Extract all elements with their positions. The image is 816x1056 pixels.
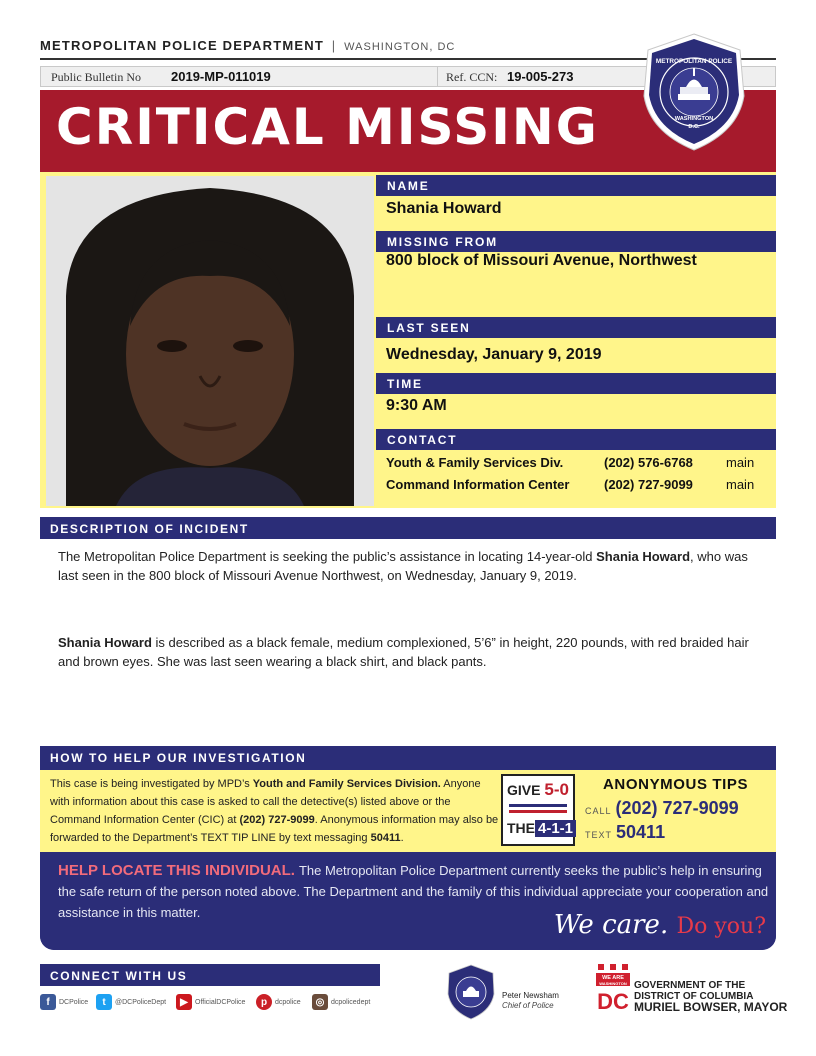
contact-unit: Command Information Center xyxy=(386,477,570,492)
contact-unit: Youth & Family Services Div. xyxy=(386,455,564,470)
slogan xyxy=(554,910,766,940)
connect-header: CONNECT WITH US xyxy=(40,964,380,986)
name-label: NAME xyxy=(376,175,776,196)
time-value: 9:30 AM xyxy=(386,397,447,414)
social-handle: dcpolicedept xyxy=(331,998,371,1006)
locate-text: The Metropolitan Police Department currently seeks the public’s help in ensuring the safe return of the person noted above. The Department and the family of this individual appreciate your cooperation and assistance in this matter. xyxy=(58,863,769,920)
call-label: CALL xyxy=(585,806,612,816)
help-section xyxy=(40,746,776,950)
call-number[interactable]: (202) 727-9099 xyxy=(615,798,739,818)
help-paragraph xyxy=(50,775,500,847)
last-seen-value: Wednesday, January 9, 2019 xyxy=(386,346,602,363)
name-value: Shania Howard xyxy=(386,200,502,217)
contact-tag: main xyxy=(726,455,755,470)
give-word: GIVE xyxy=(507,782,541,798)
dc-text: DC xyxy=(597,989,629,1014)
logo-stripe xyxy=(509,804,567,807)
help-text: Anyone with information about this case is asked to call the detective(s) listed above or the Command Information Center (CIC) at xyxy=(50,778,481,826)
badge-bottom-text: WASHINGTON xyxy=(674,116,714,122)
social-links xyxy=(40,992,390,1012)
department-city: WASHINGTON, DC xyxy=(344,41,456,53)
chief-title: Chief of Police xyxy=(502,1001,554,1010)
bulletin-divider xyxy=(437,67,438,86)
contact-phone[interactable]: (202) 576-6768 xyxy=(604,455,693,470)
social-twitter[interactable] xyxy=(96,992,166,1012)
help-info-panel xyxy=(40,770,776,852)
instagram-icon: ◎ xyxy=(312,994,328,1010)
contact-row-command xyxy=(386,477,766,492)
ccn-label: Ref. CCN: xyxy=(446,70,498,84)
description-paragraph-1 xyxy=(58,547,758,585)
help-text: This case is being investigated by MPD’s xyxy=(50,778,253,790)
description-paragraph-2 xyxy=(58,633,758,671)
twitter-icon: t xyxy=(96,994,112,1010)
tips-call-row xyxy=(585,798,739,819)
youtube-icon: ▶ xyxy=(176,994,192,1010)
person-name: Shania Howard xyxy=(596,549,691,564)
department-name: METROPOLITAN POLICE DEPARTMENT xyxy=(40,38,324,53)
description-header: DESCRIPTION OF INCIDENT xyxy=(40,517,776,539)
missing-from-value: 800 block of Missouri Avenue, Northwest xyxy=(386,252,697,269)
help-phone[interactable]: (202) 727-9099 xyxy=(239,814,315,826)
time-label: TIME xyxy=(376,373,776,394)
social-handle: @DCPoliceDept xyxy=(115,998,167,1006)
washington-text: WASHINGTON xyxy=(599,981,627,986)
the-word: THE xyxy=(507,820,535,836)
chief-name: Peter Newsham xyxy=(502,991,559,1000)
police-badge-logo xyxy=(640,32,748,152)
help-text: . Anonymous information may also be forwarded to the Department’s TEXT TIP LINE by text messaging xyxy=(50,814,499,844)
contact-phone[interactable]: (202) 727-9099 xyxy=(604,477,693,492)
contact-tag: main xyxy=(726,477,755,492)
social-facebook[interactable] xyxy=(40,992,88,1012)
contact-row-youth xyxy=(386,455,766,470)
social-handle: dcpolice xyxy=(275,998,301,1006)
description-text: , who was last seen in the 800 block of Missouri Avenue Northwest, on Wednesday, January 9, 2019. xyxy=(58,549,748,583)
person-name: Shania Howard xyxy=(58,635,152,650)
badge-top-text: METROPOLITAN POLICE xyxy=(655,58,733,65)
pinterest-icon: p xyxy=(256,994,272,1010)
dc-government-text xyxy=(634,980,787,1013)
the-number: 4-1-1 xyxy=(535,820,576,837)
badge-sub-text: D.C. xyxy=(688,124,700,130)
dc-government-logo xyxy=(596,964,630,1014)
help-text-code: 50411 xyxy=(370,832,401,844)
police-badge-small-logo xyxy=(446,964,496,1020)
help-locate-panel xyxy=(40,852,776,950)
help-text: . xyxy=(400,832,404,844)
social-handle: OfficialDCPolice xyxy=(195,998,246,1006)
description-text: is described as a black female, medium complexioned, 5’6” in height, 220 pounds, with red braided hair and brown eyes. She was last seen wearing a black shirt, and black pants. xyxy=(58,635,749,669)
social-handle: DCPolice xyxy=(59,998,89,1006)
logo-stripe xyxy=(509,810,567,813)
text-number[interactable]: 50411 xyxy=(616,822,666,842)
anonymous-tips-title: ANONYMOUS TIPS xyxy=(603,776,749,793)
contact-label: CONTACT xyxy=(376,429,776,450)
social-youtube[interactable] xyxy=(176,992,245,1012)
gov-line-1: GOVERNMENT OF THE xyxy=(634,980,746,991)
the-411-text xyxy=(507,820,576,837)
slogan-we-care: We care. xyxy=(553,910,669,940)
last-seen-label: LAST SEEN xyxy=(376,317,776,338)
bulletin-number: 2019-MP-011019 xyxy=(171,69,271,84)
help-header: HOW TO HELP OUR INVESTIGATION xyxy=(40,746,776,768)
department-header xyxy=(40,38,455,53)
tips-text-row xyxy=(585,822,665,843)
slogan-do-you: Do you? xyxy=(676,914,766,939)
missing-from-label: MISSING FROM xyxy=(376,231,776,252)
give-50-text xyxy=(507,780,569,800)
chief-signature xyxy=(502,991,559,1011)
description-text: The Metropolitan Police Department is seeking the public’s assistance in locating 14-year-old xyxy=(58,549,597,564)
header-separator: | xyxy=(331,38,337,53)
social-pinterest[interactable] xyxy=(256,992,301,1012)
locate-title: HELP LOCATE THIS INDIVIDUAL. xyxy=(58,862,295,879)
bulletin-label: Public Bulletin No xyxy=(51,70,141,84)
give-50-logo xyxy=(501,774,575,846)
gov-line-2: DISTRICT OF COLUMBIA xyxy=(634,991,754,1002)
help-division: Youth and Family Services Division. xyxy=(252,778,441,790)
social-instagram[interactable] xyxy=(312,992,370,1012)
give-number: 5-0 xyxy=(544,780,569,799)
missing-person-photo xyxy=(46,176,374,506)
we-are-text: WE ARE xyxy=(602,975,624,981)
ccn-number: 19-005-273 xyxy=(507,69,574,84)
gov-line-3: MURIEL BOWSER, MAYOR xyxy=(634,1000,788,1014)
text-label: TEXT xyxy=(585,830,613,840)
facebook-icon: f xyxy=(40,994,56,1010)
page-title: CRITICAL MISSING xyxy=(56,98,599,156)
